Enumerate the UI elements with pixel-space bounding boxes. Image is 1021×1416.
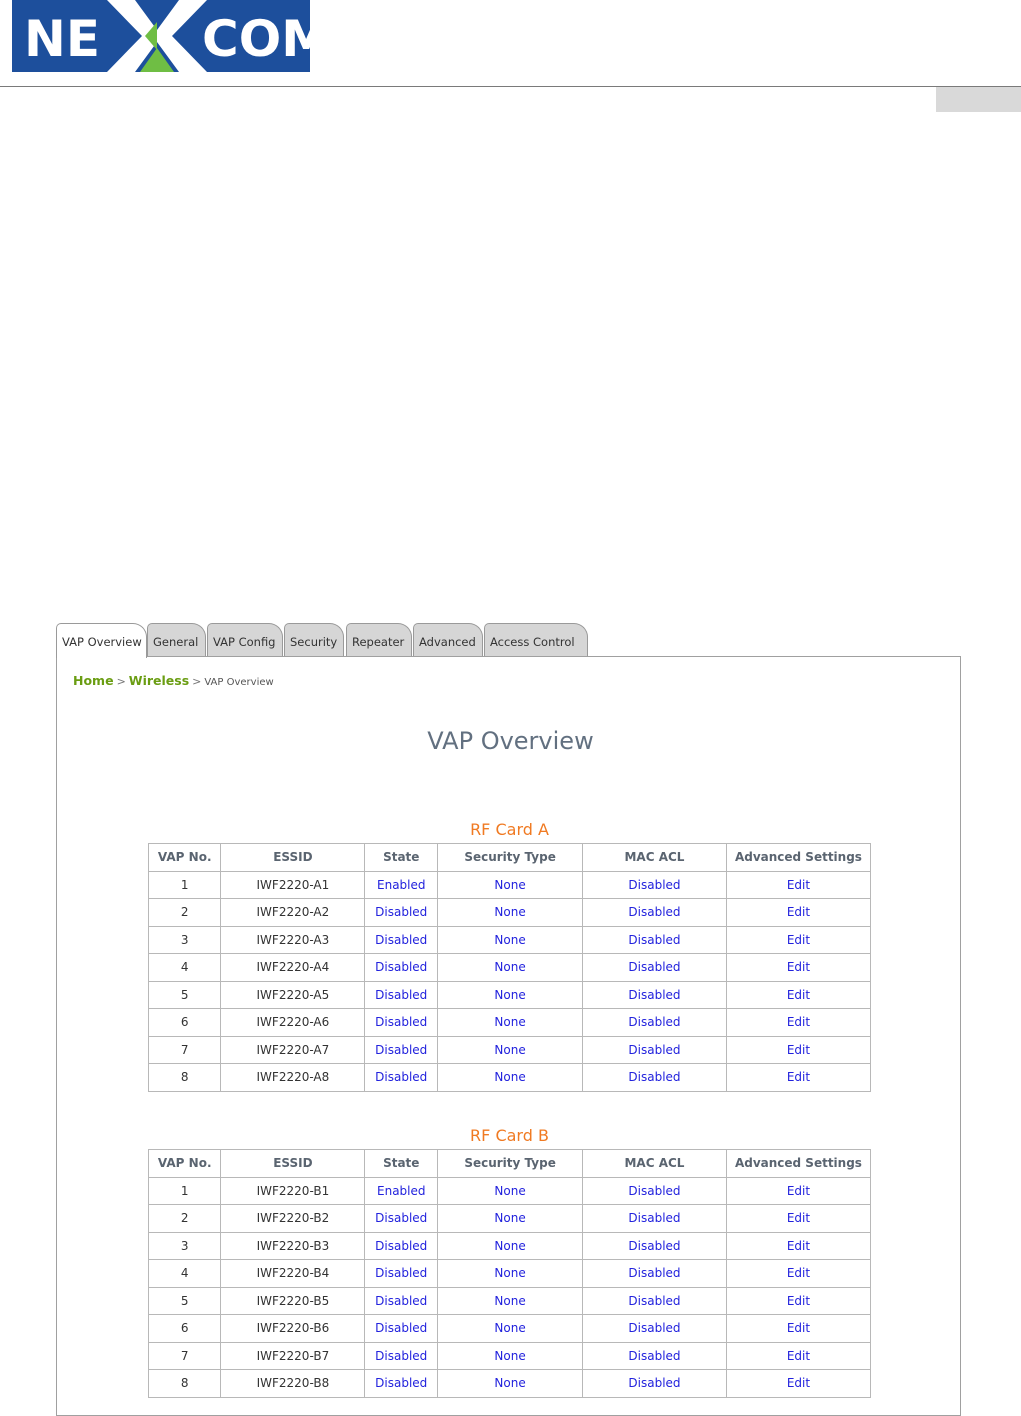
security-type-link[interactable]: None — [438, 1036, 583, 1064]
essid-cell: IWF2220-B3 — [221, 1232, 365, 1260]
vap-no-cell: 4 — [149, 954, 221, 982]
edit-link[interactable]: Edit — [726, 899, 870, 927]
edit-link[interactable]: Edit — [726, 954, 870, 982]
breadcrumb-separator: > — [116, 675, 126, 688]
table-row — [149, 1064, 871, 1092]
edit-link[interactable]: Edit — [726, 1260, 870, 1288]
rf-card-a-title: RF Card A — [470, 820, 549, 839]
essid-cell: IWF2220-A6 — [221, 1009, 365, 1037]
tab-vap-overview[interactable]: VAP Overview — [56, 623, 147, 658]
mac-acl-link[interactable]: Disabled — [583, 981, 727, 1009]
mac-acl-link[interactable]: Disabled — [583, 871, 727, 899]
vap-no-cell: 5 — [149, 1287, 221, 1315]
edit-link[interactable]: Edit — [726, 871, 870, 899]
state-link[interactable]: Disabled — [365, 926, 438, 954]
breadcrumb-wireless[interactable]: Wireless — [128, 673, 190, 688]
col-security-type: Security Type — [438, 844, 583, 872]
tab-advanced[interactable]: Advanced — [413, 623, 483, 656]
state-link[interactable]: Enabled — [365, 1177, 438, 1205]
col-essid: ESSID — [221, 844, 365, 872]
mac-acl-link[interactable]: Disabled — [583, 1370, 727, 1398]
breadcrumb — [73, 673, 274, 688]
edit-link[interactable]: Edit — [726, 1036, 870, 1064]
state-link[interactable]: Disabled — [365, 1260, 438, 1288]
col-mac-acl: MAC ACL — [583, 844, 727, 872]
security-type-link[interactable]: None — [438, 1370, 583, 1398]
vap-no-cell: 8 — [149, 1064, 221, 1092]
mac-acl-link[interactable]: Disabled — [583, 1260, 727, 1288]
svg-text:NE: NE — [24, 10, 101, 68]
essid-cell: IWF2220-A2 — [221, 899, 365, 927]
mac-acl-link[interactable]: Disabled — [583, 1009, 727, 1037]
vap-no-cell: 2 — [149, 1205, 221, 1233]
col-vap-no: VAP No. — [149, 844, 221, 872]
page-title: VAP Overview — [427, 727, 594, 755]
table-row — [149, 871, 871, 899]
col-essid: ESSID — [221, 1150, 365, 1178]
essid-cell: IWF2220-A7 — [221, 1036, 365, 1064]
essid-cell: IWF2220-A3 — [221, 926, 365, 954]
col-advanced-settings: Advanced Settings — [726, 844, 870, 872]
essid-cell: IWF2220-B2 — [221, 1205, 365, 1233]
state-link[interactable]: Disabled — [365, 1342, 438, 1370]
state-link[interactable]: Disabled — [365, 954, 438, 982]
state-link[interactable]: Disabled — [365, 1064, 438, 1092]
edit-link[interactable]: Edit — [726, 1205, 870, 1233]
table-row — [149, 1009, 871, 1037]
essid-cell: IWF2220-A1 — [221, 871, 365, 899]
table-row — [149, 981, 871, 1009]
vap-no-cell: 3 — [149, 1232, 221, 1260]
state-link[interactable]: Disabled — [365, 981, 438, 1009]
mac-acl-link[interactable]: Disabled — [583, 1205, 727, 1233]
state-link[interactable]: Disabled — [365, 1287, 438, 1315]
security-type-link[interactable]: None — [438, 1177, 583, 1205]
mac-acl-link[interactable]: Disabled — [583, 1232, 727, 1260]
vap-no-cell: 1 — [149, 1177, 221, 1205]
vap-no-cell: 3 — [149, 926, 221, 954]
vap-no-cell: 6 — [149, 1315, 221, 1343]
vap-no-cell: 2 — [149, 899, 221, 927]
table-row — [149, 1287, 871, 1315]
essid-cell: IWF2220-A5 — [221, 981, 365, 1009]
table-header-row — [149, 1150, 871, 1178]
col-mac-acl: MAC ACL — [583, 1150, 727, 1178]
security-type-link[interactable]: None — [438, 1205, 583, 1233]
table-row — [149, 1260, 871, 1288]
essid-cell: IWF2220-B1 — [221, 1177, 365, 1205]
rf-card-b-title: RF Card B — [470, 1126, 549, 1145]
state-link[interactable]: Enabled — [365, 871, 438, 899]
edit-link[interactable]: Edit — [726, 1370, 870, 1398]
edit-link[interactable]: Edit — [726, 1064, 870, 1092]
essid-cell: IWF2220-B6 — [221, 1315, 365, 1343]
essid-cell: IWF2220-B8 — [221, 1370, 365, 1398]
edit-link[interactable]: Edit — [726, 1232, 870, 1260]
col-vap-no: VAP No. — [149, 1150, 221, 1178]
mac-acl-link[interactable]: Disabled — [583, 926, 727, 954]
col-security-type: Security Type — [438, 1150, 583, 1178]
essid-cell: IWF2220-B4 — [221, 1260, 365, 1288]
header-gray-block — [936, 87, 1021, 112]
table-row — [149, 1315, 871, 1343]
header-divider — [0, 86, 1021, 87]
edit-link[interactable]: Edit — [726, 1315, 870, 1343]
rf-card-b-table — [148, 1149, 871, 1398]
table-row — [149, 954, 871, 982]
mac-acl-link[interactable]: Disabled — [583, 1177, 727, 1205]
table-row — [149, 1205, 871, 1233]
essid-cell: IWF2220-B7 — [221, 1342, 365, 1370]
security-type-link[interactable]: None — [438, 1009, 583, 1037]
security-type-link[interactable]: None — [438, 1260, 583, 1288]
mac-acl-link[interactable]: Disabled — [583, 899, 727, 927]
edit-link[interactable]: Edit — [726, 1287, 870, 1315]
essid-cell: IWF2220-A8 — [221, 1064, 365, 1092]
security-type-link[interactable]: None — [438, 954, 583, 982]
edit-link[interactable]: Edit — [726, 1342, 870, 1370]
edit-link[interactable]: Edit — [726, 981, 870, 1009]
essid-cell: IWF2220-B5 — [221, 1287, 365, 1315]
vap-no-cell: 7 — [149, 1342, 221, 1370]
state-link[interactable]: Disabled — [365, 1036, 438, 1064]
mac-acl-link[interactable]: Disabled — [583, 1342, 727, 1370]
table-header-row — [149, 844, 871, 872]
mac-acl-link[interactable]: Disabled — [583, 1315, 727, 1343]
tab-vap-config[interactable]: VAP Config — [207, 623, 283, 656]
edit-link[interactable]: Edit — [726, 926, 870, 954]
vap-no-cell: 1 — [149, 871, 221, 899]
state-link[interactable]: Disabled — [365, 1232, 438, 1260]
tab-access-control[interactable]: Access Control — [484, 623, 588, 656]
table-row — [149, 1177, 871, 1205]
security-type-link[interactable]: None — [438, 1232, 583, 1260]
security-type-link[interactable]: None — [438, 981, 583, 1009]
security-type-link[interactable]: None — [438, 1342, 583, 1370]
security-type-link[interactable]: None — [438, 871, 583, 899]
tab-security[interactable]: Security — [284, 623, 344, 656]
breadcrumb-home[interactable]: Home — [73, 673, 114, 688]
svg-text:COM: COM — [202, 10, 331, 68]
security-type-link[interactable]: None — [438, 1287, 583, 1315]
vap-no-cell: 5 — [149, 981, 221, 1009]
table-row — [149, 926, 871, 954]
edit-link[interactable]: Edit — [726, 1177, 870, 1205]
table-row — [149, 1370, 871, 1398]
tab-repeater[interactable]: Repeater — [346, 623, 412, 656]
nexcom-logo — [12, 0, 331, 72]
vap-no-cell: 6 — [149, 1009, 221, 1037]
tab-general[interactable]: General — [147, 623, 206, 656]
mac-acl-link[interactable]: Disabled — [583, 1064, 727, 1092]
table-row — [149, 1036, 871, 1064]
col-state: State — [365, 844, 438, 872]
breadcrumb-separator: > — [192, 675, 202, 688]
col-advanced-settings: Advanced Settings — [726, 1150, 870, 1178]
vap-no-cell: 7 — [149, 1036, 221, 1064]
rf-card-a-table — [148, 843, 871, 1092]
state-link[interactable]: Disabled — [365, 1205, 438, 1233]
state-link[interactable]: Disabled — [365, 1370, 438, 1398]
state-link[interactable]: Disabled — [365, 899, 438, 927]
security-type-link[interactable]: None — [438, 1064, 583, 1092]
state-link[interactable]: Disabled — [365, 1009, 438, 1037]
security-type-link[interactable]: None — [438, 926, 583, 954]
breadcrumb-current: VAP Overview — [204, 677, 274, 688]
security-type-link[interactable]: None — [438, 1315, 583, 1343]
mac-acl-link[interactable]: Disabled — [583, 954, 727, 982]
mac-acl-link[interactable]: Disabled — [583, 1036, 727, 1064]
essid-cell: IWF2220-A4 — [221, 954, 365, 982]
table-row — [149, 899, 871, 927]
col-state: State — [365, 1150, 438, 1178]
edit-link[interactable]: Edit — [726, 1009, 870, 1037]
security-type-link[interactable]: None — [438, 899, 583, 927]
state-link[interactable]: Disabled — [365, 1315, 438, 1343]
table-row — [149, 1232, 871, 1260]
vap-no-cell: 8 — [149, 1370, 221, 1398]
table-row — [149, 1342, 871, 1370]
vap-no-cell: 4 — [149, 1260, 221, 1288]
mac-acl-link[interactable]: Disabled — [583, 1287, 727, 1315]
